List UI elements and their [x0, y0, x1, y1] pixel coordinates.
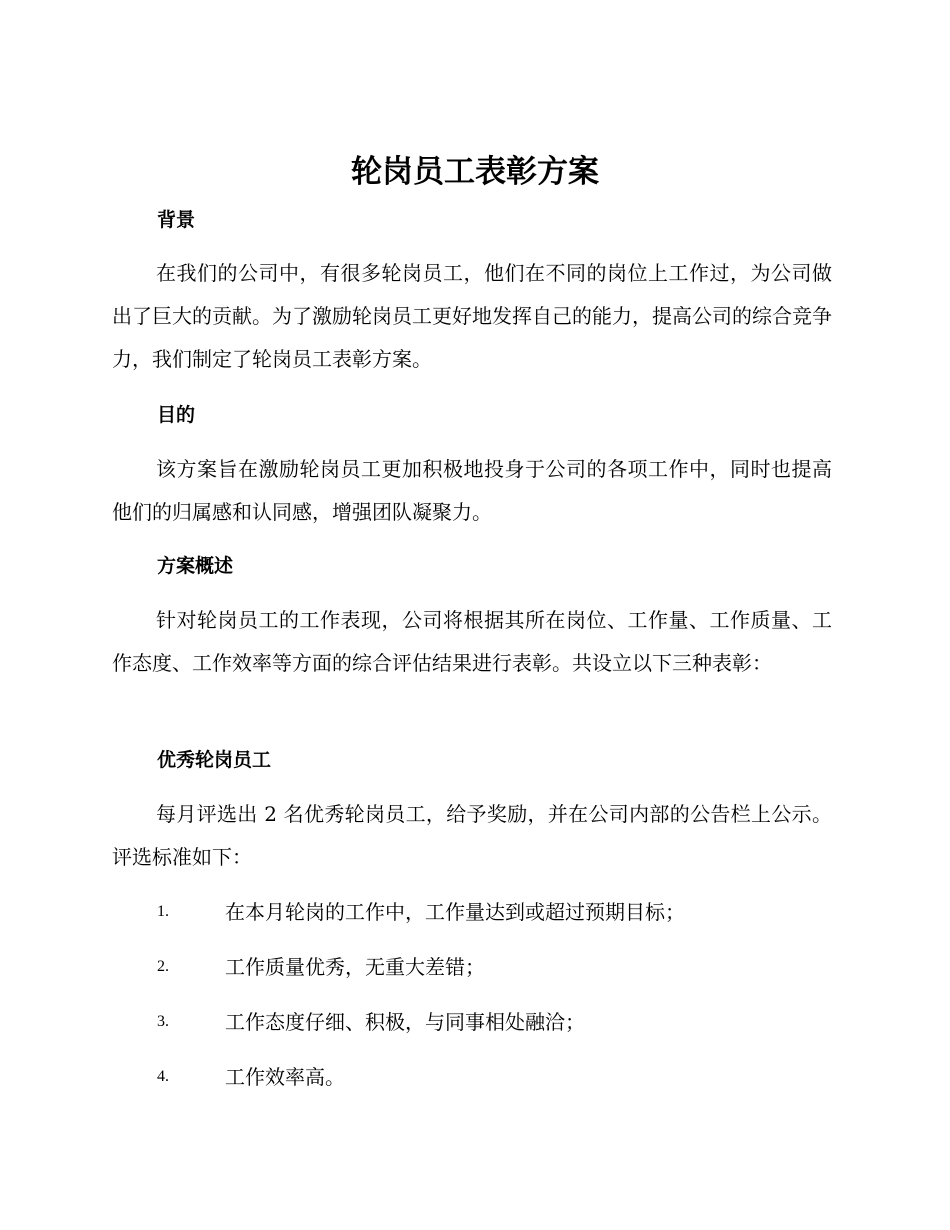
list-text: 工作质量优秀，无重大差错；: [225, 955, 485, 979]
list-number: 1.: [157, 903, 169, 920]
section-body-purpose: 该方案旨在激励轮岗员工更加积极地投身于公司的各项工作中，同时也提高他们的归属感和认同感，增强团队凝聚力。: [112, 457, 832, 524]
section-heading-overview: 方案概述: [157, 555, 234, 577]
section-heading-background: 背景: [157, 209, 196, 231]
section-body-background: 在我们的公司中，有很多轮岗员工，他们在不同的岗位上工作过，为公司做出了巨大的贡献。为了激励轮岗员工更好地发挥自己的能力，提高公司的综合竞争力，我们制定了轮岗员工表彰方案。: [112, 261, 832, 371]
document-title: 轮岗员工表彰方案: [351, 154, 599, 190]
section-body-overview: 针对轮岗员工的工作表现，公司将根据其所在岗位、工作量、工作质量、工作态度、工作效率等方面的综合评估结果进行表彰。共设立以下三种表彰：: [112, 608, 832, 675]
list-number: 4.: [157, 1068, 169, 1085]
list-text: 工作态度仔细、积极，与同事相处融洽；: [225, 1010, 585, 1034]
section-body-outstanding-employee: 每月评选出 2 名优秀轮岗员工，给予奖励，并在公司内部的公告栏上公示。评选标准如下：: [112, 802, 832, 869]
section-heading-outstanding-employee: 优秀轮岗员工: [157, 749, 272, 771]
list-text: 工作效率高。: [225, 1065, 345, 1089]
list-number: 3.: [157, 1013, 169, 1030]
section-heading-purpose: 目的: [157, 404, 196, 426]
list-number: 2.: [157, 958, 169, 975]
list-text: 在本月轮岗的工作中，工作量达到或超过预期目标；: [225, 900, 685, 924]
